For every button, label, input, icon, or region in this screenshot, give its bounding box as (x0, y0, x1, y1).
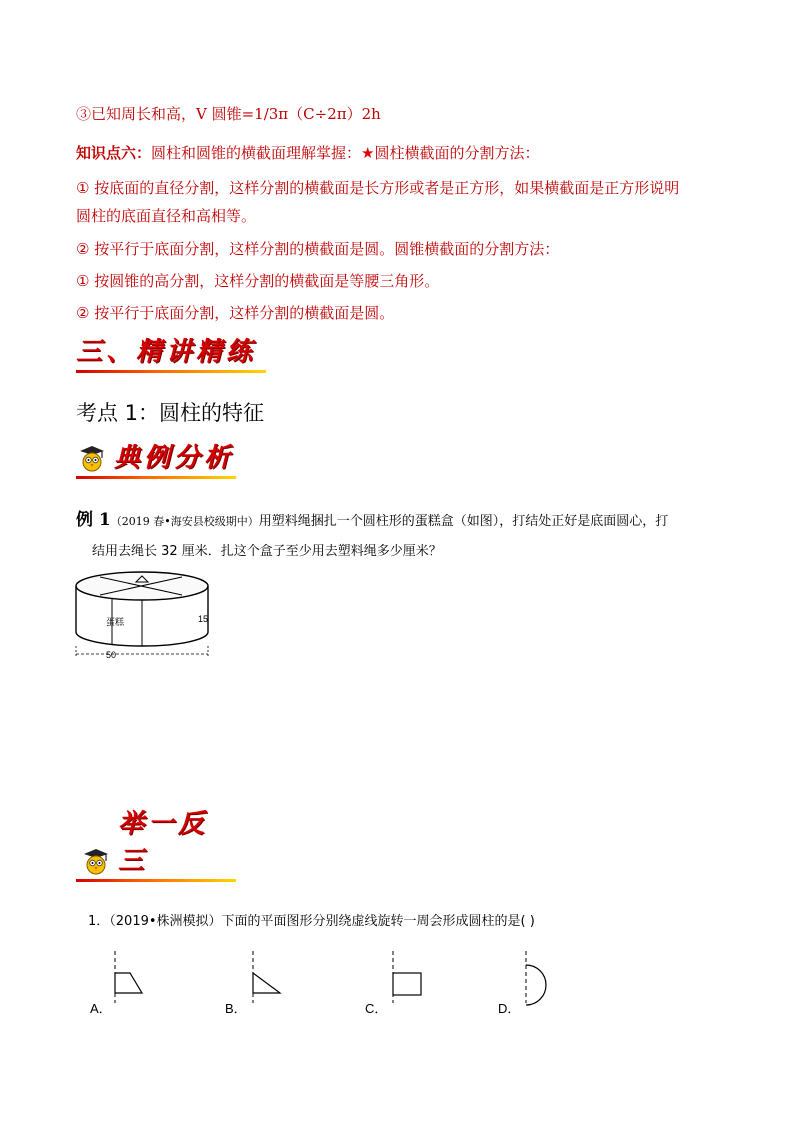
section-banner-juyi (76, 809, 236, 885)
question-1: 1．（2019•株洲模拟）下面的平面图形分别绕虚线旋转一周会形成圆柱的是( ) (88, 914, 535, 929)
triangle-shape (253, 973, 280, 993)
height-label: 15 (198, 614, 209, 624)
banner-text: 典例分析 (114, 443, 235, 473)
list-item: ① 按圆锥的高分割，这样分割的横截面是等腰三角形。 (76, 272, 440, 290)
list-item: ② 按平行于底面分割，这样分割的横截面是圆。 (76, 304, 395, 322)
knowledge-label: 知识点六： (76, 144, 152, 162)
semicircle-shape (526, 965, 546, 1005)
knowledge-text: 圆柱和圆锥的横截面理解掌握： (151, 144, 362, 162)
list-item: 圆柱的底面直径和高相等。 (76, 207, 257, 225)
width-label: 50 (106, 650, 117, 660)
knowledge-point-six (76, 142, 540, 163)
example-source: （2019 春•海安县校级期中） (110, 515, 259, 528)
example-line-1 (76, 505, 668, 530)
section-banner-dianli (76, 440, 236, 482)
example-line-2: 结用去绳长 32 厘米．扎这个盒子至少用去塑料绳多少厘米？ (92, 544, 442, 559)
option-label: B． (225, 1001, 247, 1016)
option-label: C． (365, 1001, 388, 1016)
question-options (90, 945, 560, 1020)
option-label: A． (90, 1001, 112, 1016)
list-item: ② 按平行于底面分割，这样分割的横截面是圆。圆锥横截面的分割方法： (76, 240, 560, 258)
banner-underline (76, 370, 266, 373)
section-heading: 考点 1：圆柱的特征 (76, 401, 265, 425)
cake-box-figure (70, 568, 220, 660)
banner-text: 举一反三 (118, 809, 209, 876)
example-label: 例 1 (76, 510, 111, 530)
mascot-icon (82, 847, 110, 877)
banner-underline (76, 879, 236, 882)
cake-label: 蛋糕 (106, 617, 125, 627)
section-banner-jingjiang (76, 334, 266, 376)
trapezoid-shape (115, 973, 142, 993)
mascot-icon (78, 444, 106, 474)
example-text: 用塑料绳捆扎一个圆柱形的蛋糕盒（如图），打结处正好是底面圆心，打 (258, 514, 669, 529)
banner-underline (76, 476, 236, 479)
option-label: D． (498, 1001, 521, 1016)
knowledge-text-2: 圆柱横截面的分割方法： (374, 144, 540, 162)
formula-line: ③已知周长和高，V 圆锥=1/3π（C÷2π）2h (76, 105, 381, 123)
banner-text: 三、精讲精练 (76, 337, 257, 367)
rectangle-shape (393, 973, 421, 995)
list-item: ① 按底面的直径分割，这样分割的横截面是长方形或者是正方形，如果横截面是正方形说明 (76, 179, 680, 197)
star-icon: ★ (361, 144, 375, 162)
